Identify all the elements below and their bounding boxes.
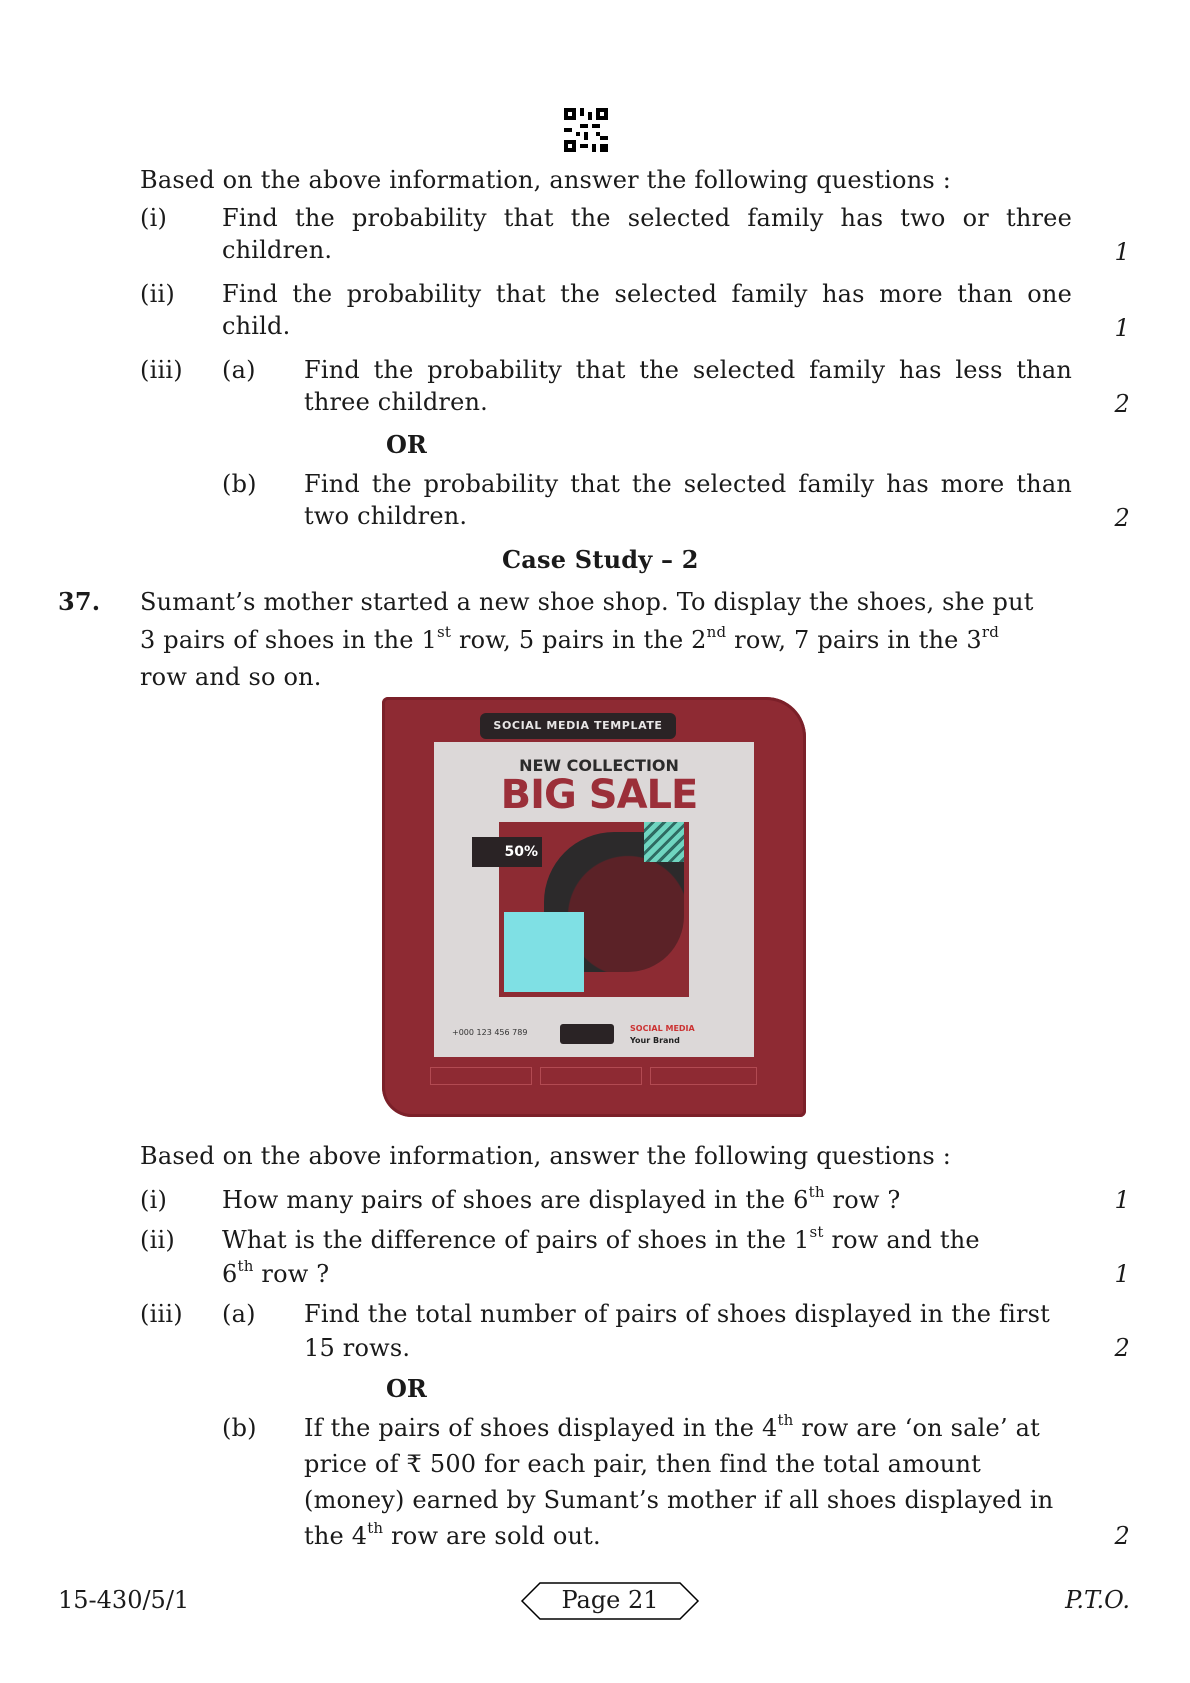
qr-code-icon — [564, 108, 608, 152]
question-text: the 4th row are sold out. — [304, 1519, 601, 1550]
question-text: 15 rows. — [304, 1334, 411, 1362]
question-number: (i) — [140, 204, 168, 232]
marks: 2 — [1114, 1334, 1130, 1362]
sub-question-label: (b) — [222, 1414, 257, 1442]
sub-question-label: (a) — [222, 356, 256, 384]
question-text: price of ₹ 500 for each pair, then find the total amount — [304, 1450, 981, 1478]
or-label: OR — [386, 430, 427, 459]
intro-text: Based on the above information, answer the following questions : — [140, 166, 951, 194]
case-text-line: Sumant’s mother started a new shoe shop. To display the shoes, she put — [140, 588, 1034, 616]
poster-card — [434, 742, 754, 1057]
case-study-title: Case Study – 2 — [502, 545, 699, 574]
marks: 1 — [1114, 314, 1130, 342]
sub-question-label: (a) — [222, 1300, 256, 1328]
question-text: How many pairs of shoes are displayed in the 6th row ? — [222, 1183, 901, 1214]
question-number: (ii) — [140, 1226, 175, 1254]
sub-question-label: (b) — [222, 470, 257, 498]
question-text: (money) earned by Sumant’s mother if all shoes displayed in — [304, 1486, 1054, 1514]
marks: 2 — [1114, 390, 1130, 418]
pto-label: P.T.O. — [1065, 1586, 1130, 1614]
poster-social: SOCIAL MEDIA — [630, 1024, 695, 1033]
poster-label: SOCIAL MEDIA TEMPLATE — [480, 713, 676, 739]
question-number: (i) — [140, 1186, 168, 1214]
question-text: Find the probability that the selected family has two or three children. — [222, 204, 1072, 264]
question-number: (ii) — [140, 280, 175, 308]
poster-phone: +000 123 456 789 — [452, 1028, 528, 1037]
marks: 1 — [1114, 238, 1130, 266]
poster-brand: Your Brand — [630, 1036, 680, 1045]
marks: 2 — [1114, 1522, 1130, 1550]
question-text: Find the total number of pairs of shoes displayed in the first — [304, 1300, 1051, 1328]
marks: 1 — [1114, 1186, 1130, 1214]
sneaker-image — [504, 912, 584, 992]
marks: 1 — [1114, 1260, 1130, 1288]
question-number: (iii) — [140, 1300, 183, 1328]
marks: 2 — [1114, 504, 1130, 532]
or-label: OR — [386, 1374, 427, 1403]
question-text: Find the probability that the selected family has less than three children. — [304, 356, 1072, 416]
question-text: 6th row ? — [222, 1257, 330, 1288]
question-number: (iii) — [140, 356, 183, 384]
shoe-sale-poster-image — [382, 697, 806, 1117]
question-text: If the pairs of shoes displayed in the 4th row are ‘on sale’ at — [304, 1411, 1040, 1442]
question-text: Find the probability that the selected family has more than one child. — [222, 280, 1072, 340]
paper-code: 15-430/5/1 — [58, 1586, 190, 1614]
page-number: Page 21 — [561, 1586, 659, 1614]
question-number: 37. — [58, 587, 101, 616]
question-text: What is the difference of pairs of shoes in the 1st row and the — [222, 1223, 980, 1254]
question-text: Find the probability that the selected family has more than two children. — [304, 470, 1072, 530]
intro-text: Based on the above information, answer the following questions : — [140, 1142, 951, 1170]
case-text-line: row and so on. — [140, 663, 322, 691]
discount-badge: 50% — [472, 837, 542, 867]
poster-subtitle: NEW COLLECTION — [519, 756, 679, 775]
poster-headline: BIG SALE — [500, 772, 698, 818]
case-text-line: 3 pairs of shoes in the 1st row, 5 pairs in the 2nd row, 7 pairs in the 3rd — [140, 623, 1000, 654]
